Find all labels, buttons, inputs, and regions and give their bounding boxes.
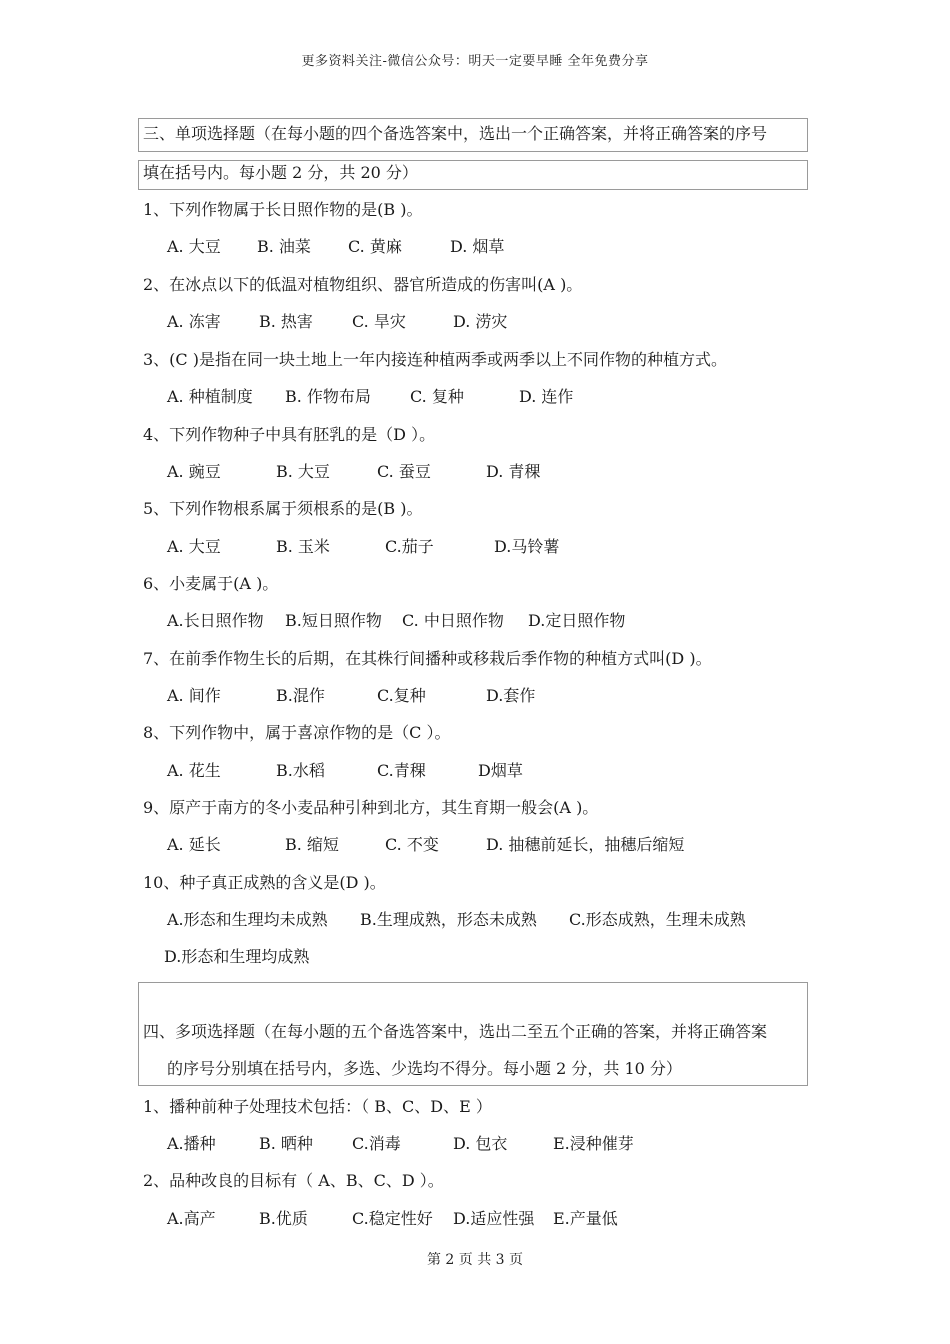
option: B. 玉米	[276, 537, 330, 556]
question-5: 5、下列作物根系属于须根系的是(B )。	[143, 499, 423, 518]
option: A. 延长	[167, 835, 221, 854]
question-10: 10、种子真正成熟的含义是(D )。	[143, 873, 386, 892]
option: A. 大豆	[167, 537, 221, 556]
option: A. 冻害	[167, 312, 221, 331]
option: A.高产	[167, 1209, 216, 1228]
option: B. 缩短	[285, 835, 339, 854]
option: A.形态和生理均未成熟	[167, 910, 328, 929]
multi-question-2: 2、品种改良的目标有（ A、B、C、D ）。	[143, 1171, 444, 1190]
option: D. 包衣	[453, 1134, 508, 1153]
page-header: 更多资料关注-微信公众号：明天一定要早睡 全年免费分享	[301, 54, 649, 69]
option: C.稳定性好	[352, 1209, 433, 1228]
option: D.马铃薯	[494, 537, 560, 556]
option: E.产量低	[553, 1209, 618, 1228]
option: C.茄子	[385, 537, 434, 556]
option: D.定日照作物	[528, 611, 626, 630]
option: D.套作	[486, 686, 536, 705]
section3-heading-line2: 填在括号内。每小题 2 分，共 20 分）	[143, 163, 418, 182]
option: A. 间作	[167, 686, 221, 705]
question-2: 2、在冰点以下的低温对植物组织、器官所造成的伤害叫(A )。	[143, 275, 583, 294]
question-1: 1、下列作物属于长日照作物的是(B )。	[143, 200, 423, 219]
section4-heading-line1: 四、多项选择题（在每小题的五个备选答案中，选出二至五个正确的答案，并将正确答案	[143, 1022, 768, 1041]
option: C. 不变	[385, 835, 439, 854]
question-4: 4、下列作物种子中具有胚乳的是（D ）。	[143, 425, 436, 444]
option: E.浸种催芽	[553, 1134, 634, 1153]
question-3: 3、(C )是指在同一块土地上一年内接连种植两季或两季以上不同作物的种植方式。	[143, 350, 727, 369]
option: B.水稻	[276, 761, 325, 780]
question-7: 7、在前季作物生长的后期，在其株行间播种或移栽后季作物的种植方式叫(D )。	[143, 649, 712, 668]
question-8: 8、下列作物中，属于喜凉作物的是（C ）。	[143, 723, 451, 742]
option: A. 豌豆	[167, 462, 221, 481]
option: C. 复种	[410, 387, 464, 406]
option: C. 旱灾	[352, 312, 406, 331]
option: B.优质	[259, 1209, 308, 1228]
option: D. 连作	[519, 387, 574, 406]
option: D. 抽穗前延长，抽穗后缩短	[486, 835, 685, 854]
page-footer: 第 2 页 共 3 页	[426, 1252, 524, 1268]
option: D烟草	[478, 761, 523, 780]
option: C.消毒	[352, 1134, 401, 1153]
option: B. 作物布局	[285, 387, 371, 406]
option: A.长日照作物	[167, 611, 264, 630]
question-6: 6、小麦属于(A )。	[143, 574, 279, 593]
option: D. 青稞	[486, 462, 541, 481]
option: D. 烟草	[450, 237, 505, 256]
option: B. 晒种	[259, 1134, 313, 1153]
multi-question-1: 1、播种前种子处理技术包括：（ B、C、D、E ）	[143, 1097, 492, 1116]
option: B. 大豆	[276, 462, 330, 481]
option: C.形态成熟，生理未成熟	[569, 910, 746, 929]
section4-heading-line2: 的序号分别填在括号内，多选、少选均不得分。每小题 2 分，共 10 分）	[167, 1059, 682, 1078]
option: C. 中日照作物	[402, 611, 504, 630]
option: B. 热害	[259, 312, 313, 331]
question-9: 9、原产于南方的冬小麦品种引种到北方，其生育期一般会(A )。	[143, 798, 599, 817]
option: A. 大豆	[167, 237, 221, 256]
option: A. 种植制度	[167, 387, 253, 406]
option: B.生理成熟，形态未成熟	[360, 910, 537, 929]
option: A. 花生	[167, 761, 221, 780]
option: B.混作	[276, 686, 325, 705]
option: C.青稞	[377, 761, 426, 780]
option: B. 油菜	[257, 237, 311, 256]
question-10-option-d: D.形态和生理均成熟	[164, 947, 310, 966]
option: A.播种	[167, 1134, 216, 1153]
option: C. 黄麻	[348, 237, 402, 256]
option: D. 涝灾	[453, 312, 508, 331]
option: C. 蚕豆	[377, 462, 431, 481]
option: B.短日照作物	[285, 611, 382, 630]
option: C.复种	[377, 686, 426, 705]
section3-heading-line1: 三、单项选择题（在每小题的四个备选答案中，选出一个正确答案，并将正确答案的序号	[143, 124, 768, 143]
option: D.适应性强	[453, 1209, 535, 1228]
